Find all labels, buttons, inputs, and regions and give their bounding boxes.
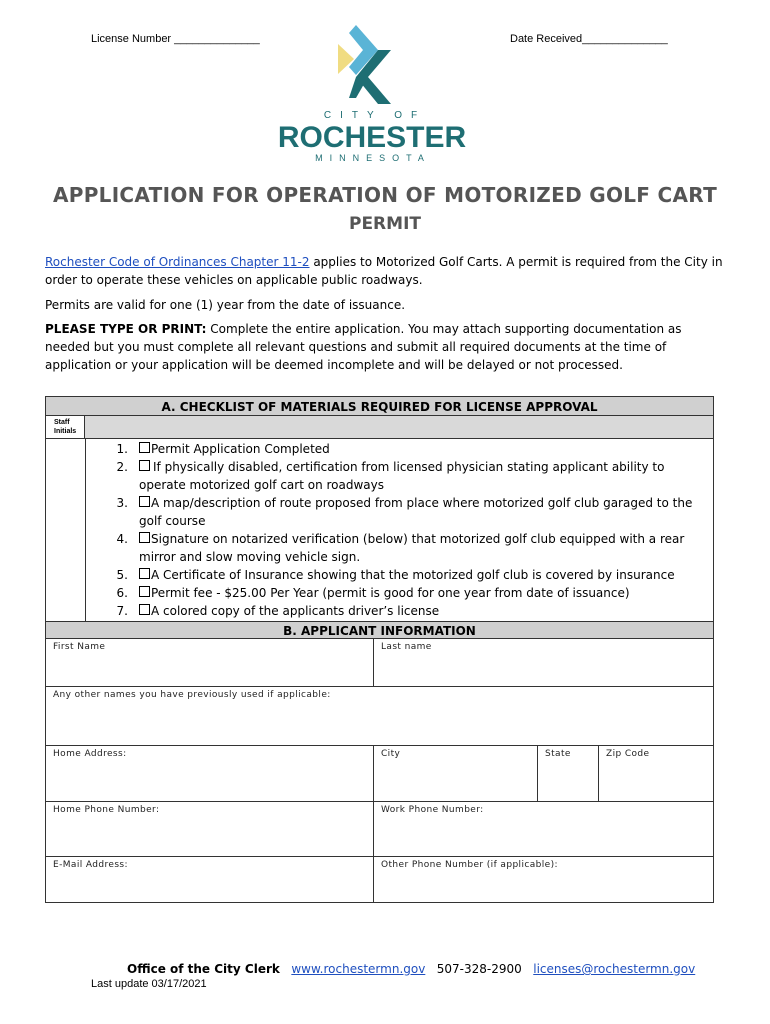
license-number-label: License Number ______________ — [91, 33, 260, 45]
page-title: APPLICATION FOR OPERATION OF MOTORIZED GOLF CART — [52, 183, 718, 207]
other-phone-field[interactable]: Other Phone Number (if applicable): — [373, 856, 714, 903]
checklist-text: Signature on notarized verification (below) that motorized golf club equipped with a rear mirror and slow moving vehicle sign. — [139, 532, 685, 564]
state-field[interactable]: State — [537, 745, 599, 802]
section-b-header: B. APPLICANT INFORMATION — [45, 621, 714, 639]
home-phone-field[interactable]: Home Phone Number: — [45, 801, 374, 857]
checklist-text: A colored copy of the applicants driver’s license — [151, 604, 440, 618]
other-names-field[interactable]: Any other names you have previously used if applicable: — [45, 686, 714, 746]
logo-city-of: CITY OF — [323, 110, 427, 121]
staff-row — [45, 415, 714, 439]
last-name-field[interactable]: Last name — [373, 638, 714, 687]
logo-name: ROCHESTER — [277, 121, 467, 154]
city-field[interactable]: City — [373, 745, 538, 802]
checkbox[interactable] — [139, 604, 150, 615]
instructions-text: Complete the entire application. You may attach supporting documentation as needed but you must complete all relevant questions and submit all required documents at the time of application or your application will be deemed incomplete and will be delayed or not processed. — [45, 322, 682, 372]
checklist-number: 6. — [116, 586, 128, 600]
intro-paragraph — [45, 253, 725, 289]
logo-state: MINNESOTA — [315, 153, 431, 163]
checklist-text: If physically disabled, certification from licensed physician stating applicant ability to operate motorized golf cart on roadways — [139, 460, 665, 492]
page-title-line2: PERMIT — [348, 214, 421, 234]
date-received-label: Date Received______________ — [510, 33, 668, 45]
ordinance-link[interactable]: Rochester Code of Ordinances Chapter 11-2 — [45, 255, 310, 269]
footer-contact — [127, 962, 695, 976]
checklist-text: Permit fee - $25.00 Per Year (permit is good for one year from date of issuance) — [151, 586, 630, 600]
checkbox[interactable] — [139, 586, 150, 597]
checklist-number: 7. — [116, 604, 128, 618]
checklist-text: Permit Application Completed — [151, 442, 330, 456]
checklist-number: 2. — [116, 460, 128, 474]
checklist-number: 3. — [116, 496, 128, 510]
staff-column-divider — [85, 438, 86, 622]
checkbox[interactable] — [139, 568, 150, 579]
zip-code-field[interactable]: Zip Code — [598, 745, 714, 802]
checklist-number: 5. — [116, 568, 128, 582]
instructions-paragraph — [45, 320, 725, 374]
validity-paragraph: Permits are valid for one (1) year from the date of issuance. — [45, 298, 406, 312]
city-logo — [266, 20, 506, 170]
last-update: Last update 03/17/2021 — [91, 978, 207, 990]
intro-text: applies to Motorized Golf Carts. A permit is required from the City in order to operate these vehicles on applicable public roadways. — [45, 255, 723, 287]
email-link[interactable]: licenses@rochestermn.gov — [533, 962, 696, 976]
office-name: Office of the City Clerk — [127, 962, 280, 976]
section-a-header: A. CHECKLIST OF MATERIALS REQUIRED FOR LICENSE APPROVAL — [45, 396, 714, 416]
checklist-text: A map/description of route proposed from place where motorized golf club garaged to the golf course — [139, 496, 693, 528]
checklist-number: 4. — [116, 532, 128, 546]
website-link[interactable]: www.rochestermn.gov — [291, 962, 426, 976]
first-name-field[interactable]: First Name — [45, 638, 374, 687]
email-field[interactable]: E-Mail Address: — [45, 856, 374, 903]
checklist-text: A Certificate of Insurance showing that the motorized golf club is covered by insurance — [151, 568, 675, 582]
checkbox[interactable] — [139, 442, 150, 453]
checklist-number: 1. — [116, 442, 128, 456]
home-address-field[interactable]: Home Address: — [45, 745, 374, 802]
office-phone: 507-328-2900 — [436, 962, 522, 976]
instructions-bold: PLEASE TYPE OR PRINT: — [45, 322, 207, 336]
staff-initials-label: Staff Initials — [45, 415, 85, 439]
work-phone-field[interactable]: Work Phone Number: — [373, 801, 714, 857]
